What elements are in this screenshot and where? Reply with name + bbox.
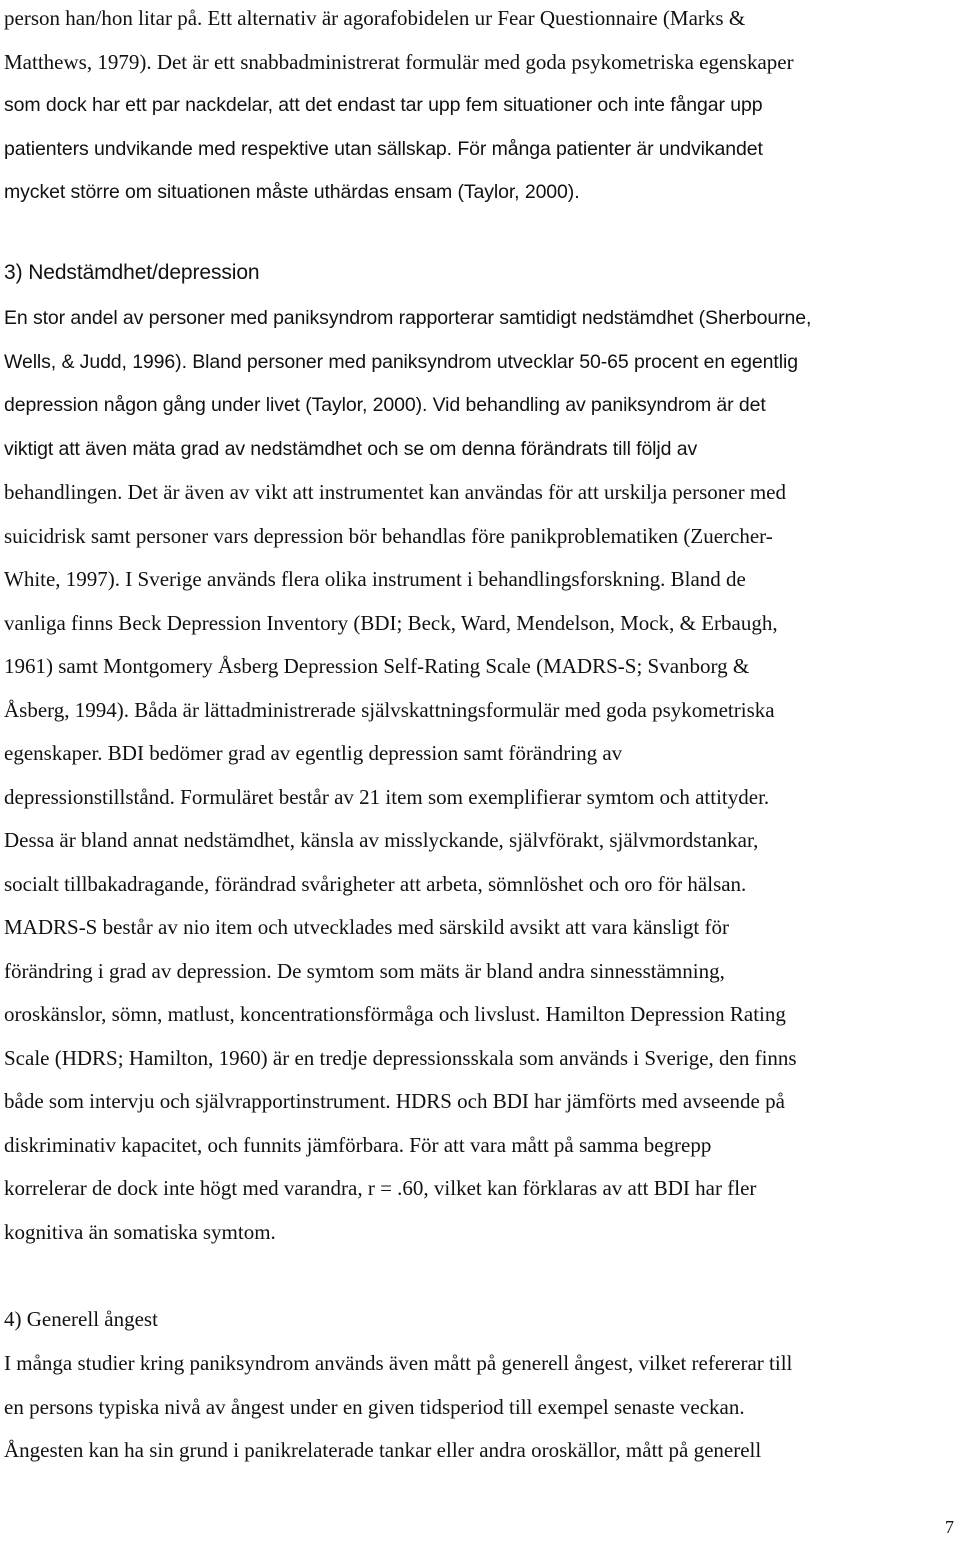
section-heading-depression: 3) Nedstämdhet/depression <box>4 261 260 284</box>
text-line: både som intervju och självrapportinstrument. HDRS och BDI har jämförts med avseende på <box>4 1089 785 1113</box>
section-heading-general-anxiety: 4) Generell ångest <box>4 1307 158 1331</box>
text-line: depression någon gång under livet (Taylor, 2000). Vid behandling av paniksyndrom är det <box>4 394 766 416</box>
text-line: korrelerar de dock inte högt med varandra, r = .60, vilket kan förklaras av att BDI har fler <box>4 1176 757 1200</box>
text-line: viktigt att även mäta grad av nedstämdhet och se om denna förändrats till följd av <box>4 437 698 460</box>
text-line: behandlingen. Det är även av vikt att instrumentet kan användas för att urskilja personer med <box>4 480 786 504</box>
text-line: mycket större om situationen måste uthärdas ensam (Taylor, 2000). <box>4 181 580 203</box>
paragraph-depression <box>4 297 956 1254</box>
text-line: suicidrisk samt personer vars depression bör behandlas före panikproblematiken (Zuercher- <box>4 523 773 548</box>
text-line: som dock har ett par nackdelar, att det endast tar upp fem situationer och inte fångar upp <box>4 94 763 116</box>
text-line: vanliga finns Beck Depression Inventory (BDI; Beck, Ward, Mendelson, Mock, & Erbaugh, <box>4 610 778 635</box>
paragraph-agoraphobia <box>4 0 956 215</box>
text-line: Wells, & Judd, 1996). Bland personer med paniksyndrom utvecklar 50-65 procent en egentlig <box>4 350 798 373</box>
text-line: depressionstillstånd. Formuläret består av 21 item som exemplifierar symtom och attityder. <box>4 784 770 809</box>
text-line: en persons typiska nivå av ångest under en given tidsperiod till exempel senaste veckan. <box>4 1394 745 1419</box>
page-number: 7 <box>945 1517 954 1537</box>
text-line: Matthews, 1979). Det är ett snabbadministrerat formulär med goda psykometriska egenskaper <box>4 49 794 74</box>
text-line: Dessa är bland annat nedstämdhet, känsla av misslyckande, självförakt, självmordstankar, <box>4 828 759 852</box>
text-line: socialt tillbakadragande, förändrad svårigheter att arbeta, sömnlöshet och oro för hälsan. <box>4 871 747 896</box>
text-line: En stor andel av personer med paniksyndrom rapporterar samtidigt nedstämdhet (Sherbourne, <box>4 307 812 329</box>
text-line: Scale (HDRS; Hamilton, 1960) är en tredje depressionsskala som används i Sverige, den finns <box>4 1045 797 1070</box>
text-line: kognitiva än somatiska symtom. <box>4 1219 276 1244</box>
text-line: Ångesten kan ha sin grund i panikrelaterade tankar eller andra oroskällor, mått på generell <box>4 1438 762 1462</box>
text-line: person han/hon litar på. Ett alternativ är agorafobidelen ur Fear Questionnaire (Marks & <box>4 6 746 30</box>
text-line: förändring i grad av depression. De symtom som mäts är bland andra sinnesstämning, <box>4 958 725 983</box>
text-line: 1961) samt Montgomery Åsberg Depression Self-Rating Scale (MADRS-S; Svanborg & <box>4 654 750 678</box>
text-line: oroskänslor, sömn, matlust, koncentrationsförmåga och livslust. Hamilton Depression Rating <box>4 1002 786 1026</box>
text-line: egenskaper. BDI bedömer grad av egentlig depression samt förändring av <box>4 741 623 765</box>
text-line: White, 1997). I Sverige används flera olika instrument i behandlingsforskning. Bland de <box>4 567 746 591</box>
text-line: patienters undvikande med respektive utan sällskap. För många patienter är undvikandet <box>4 137 763 160</box>
text-line: MADRS-S består av nio item och utvecklades med särskild avsikt att vara känsligt för <box>4 915 729 939</box>
text-line: diskriminativ kapacitet, och funnits jämförbara. För att vara mått på samma begrepp <box>4 1132 712 1157</box>
text-line: I många studier kring paniksyndrom används även mått på generell ångest, vilket refererar till <box>4 1351 793 1375</box>
paragraph-general-anxiety <box>4 1342 956 1473</box>
text-line: Åsberg, 1994). Båda är lättadministrerade självskattningsformulär med goda psykometriska <box>4 697 775 722</box>
